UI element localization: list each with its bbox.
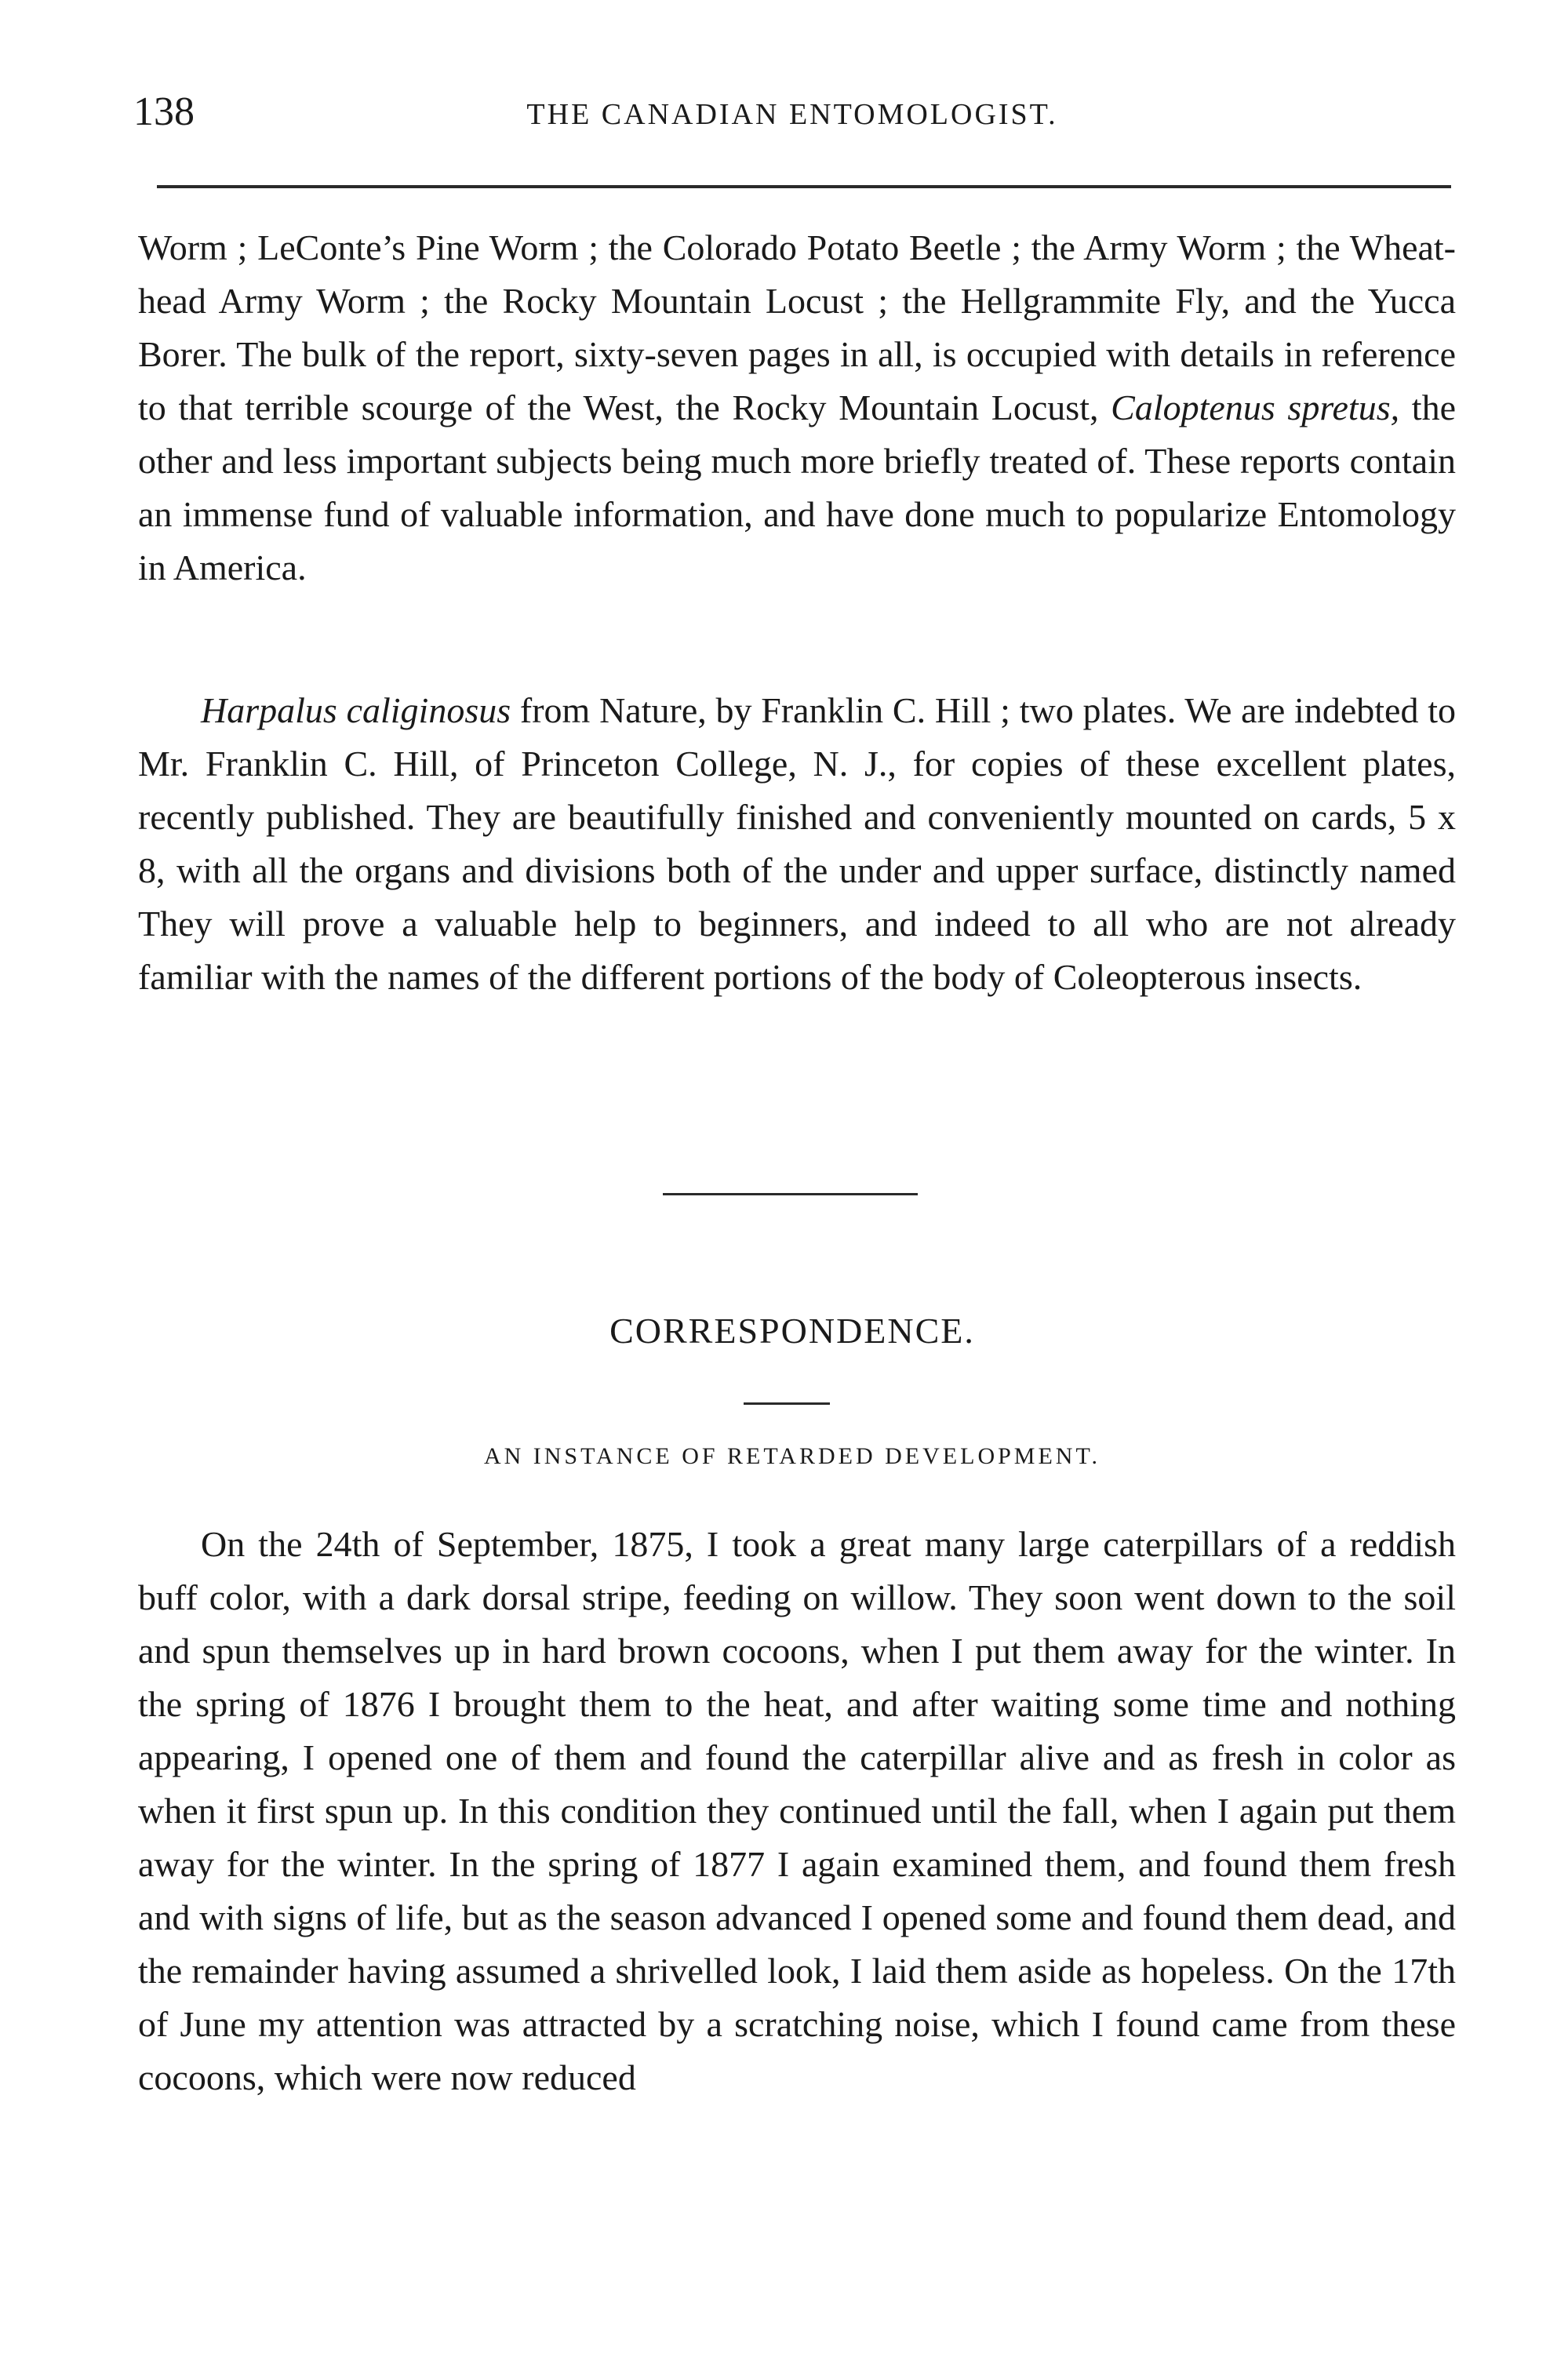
species-name-italic: Caloptenus spretus, [1111,387,1400,427]
paragraph-text: from Nature, by Franklin C. Hill ; two plates. We are indebted to Mr. Franklin C. Hill, of Princeton College, N. J., for copies of these excellent plates, recently published. They are beautifully finished and conveniently mounted on cards, 5 x 8, with all the organs and divisions both of the under and upper surface, distinctly named They will prove a valuable help to beginners, and indeed to all who are not already familiar with the names of the different portions of the body of Coleopterous insects. [138,690,1456,997]
paragraph-harpalus-review [138,684,1456,1004]
paragraph-text: the other and less important subjects being much more briefly treated of. These reports contain an immense fund of valuable information, and have done much to popularize Entomology in America. [138,387,1456,587]
page-number: 138 [133,89,195,134]
heading-rule [744,1402,830,1405]
section-divider [663,1193,918,1195]
paragraph-correspondence-letter [138,1518,1456,2104]
paragraph-text: On the 24th of September, 1875, I took a great many large caterpillars of a reddish buff color, with a dark dorsal stripe, feeding on willow. They soon went down to the soil and spun themselves up in hard brown cocoons, when I put them away for the winter. In the spring of 1876 I brought them to the heat, and after waiting some time and nothing appearing, I opened one of them and found the caterpillar alive and as fresh in color as when it first spun up. In this condition they continued until the fall, when I again put them away for the winter. In the spring of 1877 I again examined them, and found them fresh and with signs of life, but as the season advanced I opened some and found them dead, and the remainder having assumed a shrivelled look, I laid them aside as hopeless. On the 17th of June my attention was attracted by a scratching noise, which I found came from these cocoons, which were now reduced [138,1524,1456,2097]
running-title: THE CANADIAN ENTOMOLOGIST. [526,98,1058,131]
article-title: AN INSTANCE OF RETARDED DEVELOPMENT. [483,1443,1101,1469]
header-rule [157,185,1451,188]
page-header [133,85,1451,140]
section-heading: CORRESPONDENCE. [609,1311,975,1351]
paragraph-text: Worm ; LeConte’s Pine Worm ; the Colorado Potato Beetle ; the Army Worm ; the Wheat-head Army Worm ; the Rocky Mountain Locust ; the Hellgrammite Fly, and the Yucca Borer. The bulk of the report, sixty-seven pages in all, is occupied with details in reference to that terrible scourge of the West, the Rocky Mountain Locust, [138,227,1456,427]
paragraph-review-continued [138,221,1456,595]
species-name-italic: Harpalus caliginosus [201,690,511,730]
